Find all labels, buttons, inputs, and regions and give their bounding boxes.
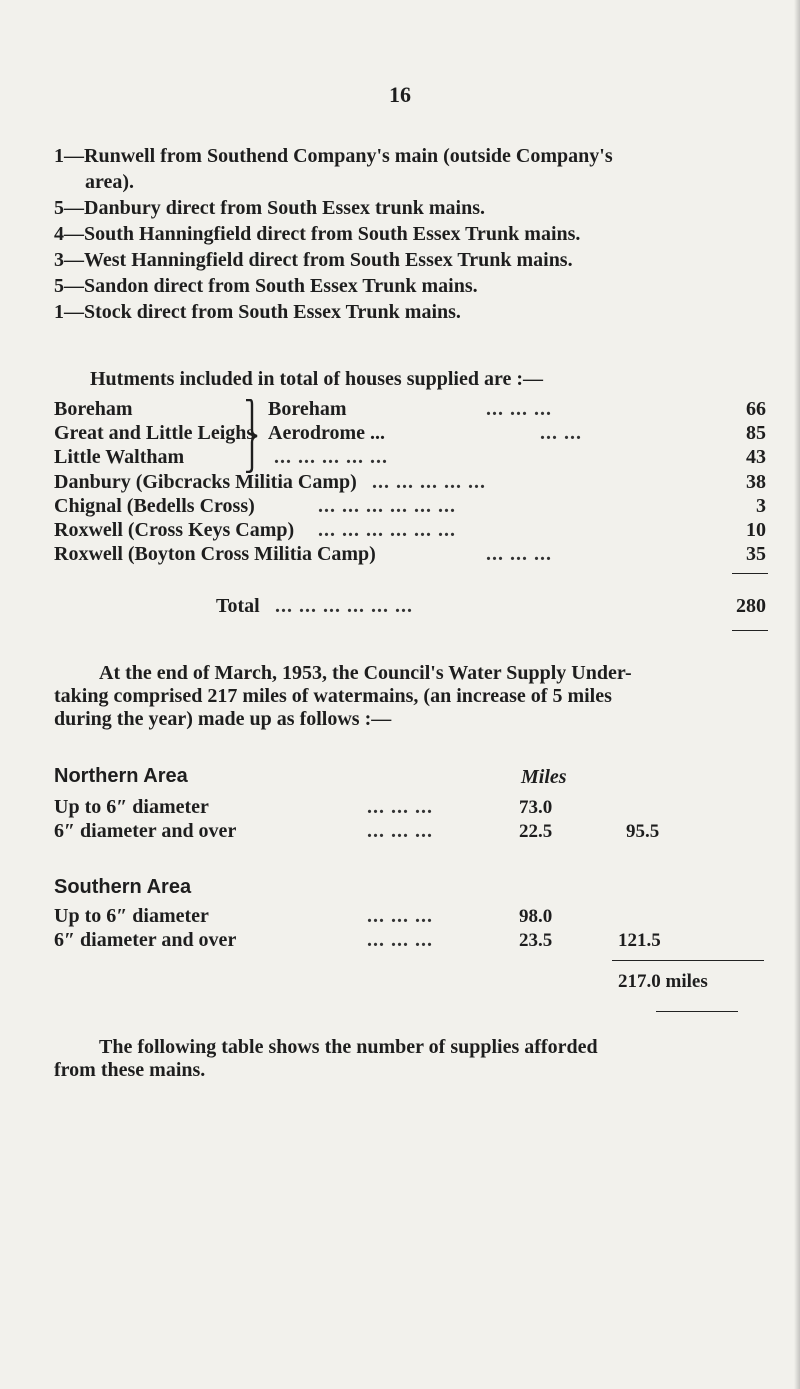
page-number: 16 [389, 82, 411, 107]
page-edge-shadow [794, 0, 800, 1389]
northern-area-heading: Northern Area [54, 765, 188, 787]
list-item: 3—West Hanningfield direct from South Essex Trunk mains. [54, 249, 573, 271]
list-item-continuation: area). [85, 171, 135, 193]
total-rule [732, 573, 768, 574]
table-row-miles: 22.5 [519, 821, 553, 842]
hutment-row-leaders: ... ... ... [486, 543, 552, 565]
hutment-row-value: 35 [746, 543, 766, 565]
hutment-row-value: 66 [746, 398, 766, 420]
list-item: 5—Danbury direct from South Essex trunk mains. [54, 197, 485, 219]
hutment-row-left: Roxwell (Boyton Cross Militia Camp) [54, 543, 376, 565]
grand-total-rule [612, 960, 764, 961]
paragraph-line: At the end of March, 1953, the Council's Water Supply Under- [99, 662, 632, 684]
closing-paragraph [54, 1036, 766, 1082]
table-row-leaders: ... ... ... [367, 796, 433, 818]
hutments-heading: Hutments included in total of houses supplied are :— [90, 368, 544, 390]
total-rule-bottom [732, 630, 768, 631]
table-row-label: Up to 6″ diameter [54, 796, 209, 818]
hutment-row-left: Danbury (Gibcracks Militia Camp) [54, 471, 357, 493]
table-row-leaders: ... ... ... [367, 905, 433, 927]
paragraph-line: taking comprised 217 miles of watermains, (an increase of 5 miles [54, 685, 612, 707]
table-row-miles: 23.5 [519, 930, 553, 951]
paragraph-line: during the year) made up as follows :— [54, 708, 392, 730]
list-item: 4—South Hanningfield direct from South Essex Trunk mains. [54, 223, 581, 245]
total-value: 280 [736, 595, 766, 617]
table-row-subtotal: 95.5 [626, 821, 660, 842]
hutment-row-value: 38 [746, 471, 766, 493]
table-row-leaders: ... ... ... [367, 820, 433, 842]
hutment-row-value: 10 [746, 519, 766, 541]
hutment-row-left: Little Waltham [54, 446, 185, 468]
table-row-miles: 98.0 [519, 906, 553, 927]
hutment-row-left: Roxwell (Cross Keys Camp) [54, 519, 295, 541]
total-leaders: ... ... ... ... ... ... [275, 595, 413, 617]
list-item [54, 143, 613, 195]
list-item: 1—Stock direct from South Essex Trunk mains. [54, 301, 461, 323]
table-row-label: Up to 6″ diameter [54, 905, 209, 927]
table-row-leaders: ... ... ... [367, 929, 433, 951]
table-row-label: 6″ diameter and over [54, 929, 237, 951]
hutment-row-left: Great and Little Leighs [54, 422, 255, 444]
grand-total-rule-bottom [656, 1011, 738, 1012]
hutment-row-leaders: ... ... ... [486, 398, 552, 420]
list-item-text: 1—Runwell from Southend Company's main (outside Company's [54, 145, 613, 167]
supply-list [54, 143, 613, 325]
list-item: 5—Sandon direct from South Essex Trunk mains. [54, 275, 478, 297]
hutment-row-leaders: ... ... ... ... ... [274, 446, 388, 468]
southern-area-heading: Southern Area [54, 876, 192, 898]
paragraph-line: from these mains. [54, 1059, 206, 1081]
table-row-subtotal: 121.5 [618, 930, 661, 951]
hutment-row-value: 85 [746, 422, 766, 444]
hutment-row-middle: Boreham [268, 398, 347, 420]
brace-icon [244, 399, 264, 473]
paragraph-line: The following table shows the number of supplies afforded [99, 1036, 598, 1058]
hutment-row-left: Boreham [54, 398, 133, 420]
hutment-row-leaders: ... ... ... ... ... ... [318, 519, 456, 541]
hutment-row-leaders: ... ... ... ... ... ... [318, 495, 456, 517]
table-row-label: 6″ diameter and over [54, 820, 237, 842]
hutment-row-left: Chignal (Bedells Cross) [54, 495, 255, 517]
hutment-row-middle: Aerodrome ... [268, 422, 386, 444]
hutment-row-leaders: ... ... ... ... ... [372, 471, 486, 493]
total-label: Total [216, 595, 260, 617]
grand-total: 217.0 miles [618, 971, 708, 992]
table-row-miles: 73.0 [519, 797, 553, 818]
hutment-row-value: 43 [746, 446, 766, 468]
hutment-row-value: 3 [756, 495, 766, 517]
miles-column-header: Miles [521, 766, 567, 788]
hutment-row-leaders: ... ... [540, 422, 582, 444]
watermains-paragraph [54, 662, 766, 731]
